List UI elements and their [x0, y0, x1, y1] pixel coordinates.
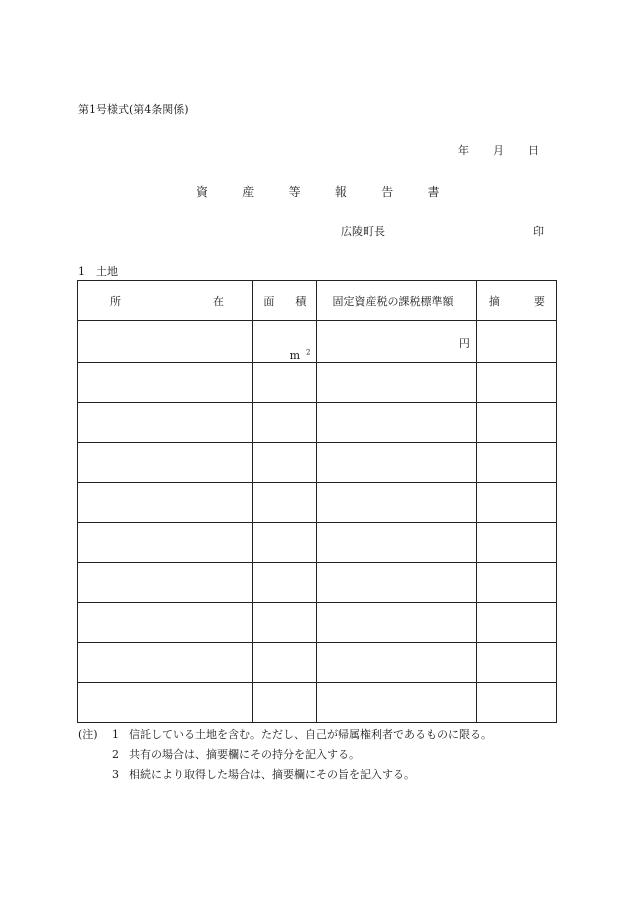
remarks-cell[interactable] — [476, 403, 556, 443]
area-cell[interactable] — [253, 563, 317, 603]
location-cell[interactable] — [78, 603, 253, 643]
table-row — [78, 563, 557, 603]
location-cell[interactable] — [78, 643, 253, 683]
title-char: 報 — [334, 185, 347, 199]
area-cell[interactable] — [253, 443, 317, 483]
table-row — [78, 363, 557, 403]
header-tax-base-label: 固定資産税の課税標準額 — [332, 295, 454, 308]
tax-base-cell[interactable] — [317, 683, 476, 723]
header-location-b: 在 — [213, 295, 224, 308]
title-char: 産 — [242, 185, 255, 199]
note-number: 2 — [112, 748, 119, 761]
table-row — [78, 683, 557, 723]
recipient: 広陵町長 — [341, 225, 385, 238]
table-header-row — [78, 281, 557, 321]
remarks-cell[interactable] — [476, 363, 556, 403]
remarks-cell[interactable] — [476, 563, 556, 603]
tax-base-cell[interactable] — [317, 363, 476, 403]
area-cell[interactable] — [253, 403, 317, 443]
area-cell[interactable] — [253, 643, 317, 683]
title-char: 資 — [196, 185, 209, 199]
remarks-cell[interactable] — [476, 683, 556, 723]
title-char: 等 — [288, 185, 301, 199]
remarks-cell[interactable] — [476, 321, 556, 363]
notes-prefix: (注) — [78, 728, 98, 741]
title-char: 告 — [381, 185, 394, 199]
remarks-cell[interactable] — [476, 523, 556, 563]
area-cell[interactable] — [253, 683, 317, 723]
location-cell[interactable] — [78, 403, 253, 443]
date-day-label: 日 — [528, 144, 539, 157]
remarks-cell[interactable] — [476, 443, 556, 483]
header-area — [253, 281, 317, 321]
section-title: 1 土地 — [78, 265, 118, 278]
currency-unit: 円 — [458, 337, 470, 350]
tax-base-cell[interactable] — [317, 563, 476, 603]
header-remarks-a: 摘 — [488, 295, 500, 308]
table-row — [78, 483, 557, 523]
area-unit: m $^2$ — [289, 348, 311, 362]
area-cell[interactable] — [253, 483, 317, 523]
table-row — [78, 643, 557, 683]
remarks-cell[interactable] — [476, 643, 556, 683]
tax-base-cell[interactable] — [317, 443, 476, 483]
area-cell[interactable] — [253, 523, 317, 563]
tax-base-cell[interactable] — [317, 523, 476, 563]
header-remarks — [476, 281, 556, 321]
table-row — [78, 443, 557, 483]
header-area-a: 面 — [263, 295, 275, 308]
header-tax-base — [317, 281, 476, 321]
title-char: 書 — [427, 185, 440, 199]
remarks-cell[interactable] — [476, 603, 556, 643]
header-location-a: 所 — [110, 295, 121, 308]
location-cell[interactable] — [78, 483, 253, 523]
location-cell[interactable] — [78, 683, 253, 723]
table-row — [78, 523, 557, 563]
land-table — [77, 280, 557, 723]
tax-base-cell[interactable] — [317, 603, 476, 643]
location-cell[interactable] — [78, 523, 253, 563]
header-area-b: 積 — [295, 295, 307, 308]
note-text: 信託している土地を含む。ただし、自己が帰属権利者であるものに限る。 — [129, 728, 492, 741]
tax-base-cell[interactable] — [317, 321, 476, 363]
note-text: 相続により取得した場合は、摘要欄にその旨を記入する。 — [129, 768, 415, 781]
note-number: 1 — [112, 728, 119, 741]
tax-base-cell[interactable] — [317, 643, 476, 683]
tax-base-cell[interactable] — [317, 403, 476, 443]
date-line — [458, 142, 539, 158]
location-cell[interactable] — [78, 563, 253, 603]
location-cell[interactable] — [78, 321, 253, 363]
form-label: 第1号様式(第4条関係) — [78, 103, 189, 116]
area-cell[interactable] — [253, 321, 317, 363]
seal-mark: 印 — [533, 225, 544, 238]
area-cell[interactable] — [253, 363, 317, 403]
document-title — [196, 183, 474, 200]
header-location — [78, 281, 253, 321]
tax-base-cell[interactable] — [317, 483, 476, 523]
header-remarks-b: 要 — [533, 295, 545, 308]
note-number: 3 — [112, 768, 119, 781]
remarks-cell[interactable] — [476, 483, 556, 523]
table-row — [78, 603, 557, 643]
note-text: 共有の場合は、摘要欄にその持分を記入する。 — [129, 748, 360, 761]
location-cell[interactable] — [78, 363, 253, 403]
location-cell[interactable] — [78, 443, 253, 483]
date-month-label: 月 — [493, 144, 504, 157]
date-year-label: 年 — [458, 144, 469, 157]
table-row — [78, 321, 557, 363]
area-cell[interactable] — [253, 603, 317, 643]
table-row — [78, 403, 557, 443]
